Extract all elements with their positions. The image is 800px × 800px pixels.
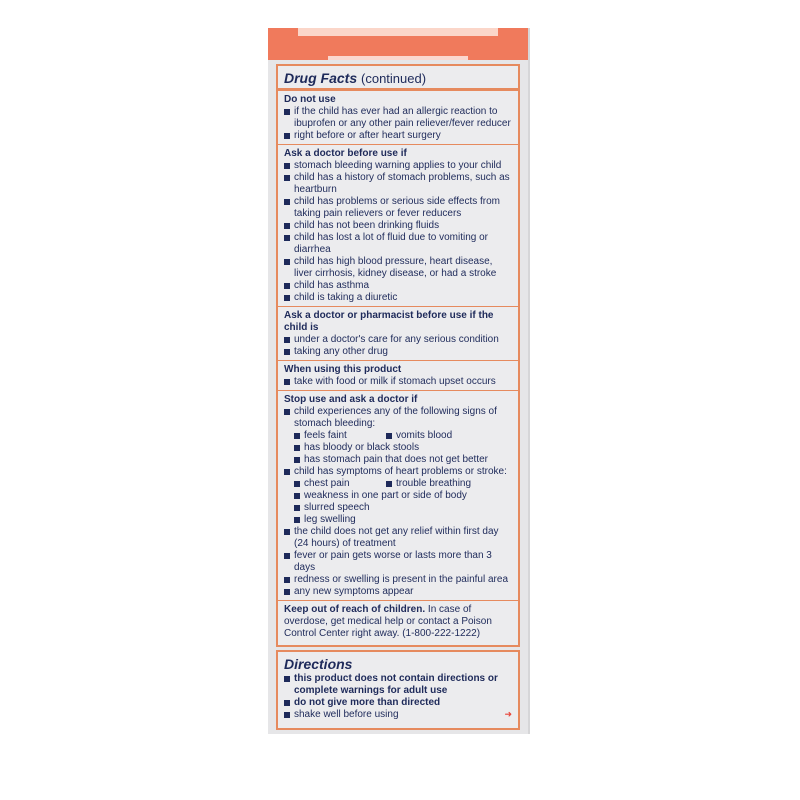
section-heading: Do not use bbox=[284, 94, 336, 105]
list-item: child has high blood pressure, heart disease, liver cirrhosis, kidney disease, or had a stroke bbox=[284, 256, 512, 280]
mirrored-print-strip bbox=[298, 28, 498, 36]
section-heading: Ask a doctor before use if bbox=[284, 148, 407, 159]
ask-pharmacist-section bbox=[278, 306, 518, 360]
section-heading: When using this product bbox=[284, 364, 402, 375]
sub-list-item: slurred speech bbox=[294, 502, 512, 514]
list-item: redness or swelling is present in the painful area bbox=[284, 574, 512, 586]
do-not-use-section bbox=[278, 88, 518, 144]
list-item: under a doctor's care for any serious condition bbox=[284, 334, 512, 346]
list-item: the child does not get any relief within first day (24 hours) of treatment bbox=[284, 526, 512, 550]
stop-use-section bbox=[278, 390, 518, 600]
right-arrow-icon: ➜ bbox=[504, 709, 512, 719]
mirrored-print-strip bbox=[328, 56, 468, 60]
list-item: child has symptoms of heart problems or stroke: bbox=[284, 466, 512, 478]
drug-facts-panel bbox=[276, 64, 520, 647]
directions-title: Directions bbox=[284, 656, 353, 672]
list-item: child has a history of stomach problems, such as heartburn bbox=[284, 172, 512, 196]
list-item: taking any other drug bbox=[284, 346, 512, 358]
ask-doctor-section bbox=[278, 144, 518, 306]
sub-list-item: weakness in one part or side of body bbox=[294, 490, 512, 502]
sub-list-item: leg swelling bbox=[294, 514, 512, 526]
sub-list-item: vomits blood bbox=[386, 430, 452, 442]
sub-item-row bbox=[284, 478, 512, 490]
continued-label: (continued) bbox=[361, 71, 427, 86]
package-top-band bbox=[268, 28, 528, 60]
list-item: child has problems or serious side effects from taking pain relievers or fever reducers bbox=[284, 196, 512, 220]
list-item: any new symptoms appear bbox=[284, 586, 512, 598]
drug-facts-title bbox=[278, 66, 518, 88]
sub-list-item: feels faint bbox=[294, 430, 376, 442]
section-heading: Stop use and ask a doctor if bbox=[284, 394, 418, 405]
list-item: child is taking a diuretic bbox=[284, 292, 512, 304]
sub-list-item: has bloody or black stools bbox=[294, 442, 512, 454]
sub-item-row bbox=[284, 430, 512, 442]
keep-out-section bbox=[278, 600, 518, 642]
list-item: stomach bleeding warning applies to your child bbox=[284, 160, 512, 172]
list-item: take with food or milk if stomach upset occurs bbox=[284, 376, 512, 388]
list-item: child experiences any of the following signs of stomach bleeding: bbox=[284, 406, 512, 430]
keep-out-rest: In case of overdose, get medical help or contact a Poison Control Center right away. (1-800-222-1222) bbox=[284, 604, 492, 639]
directions-panel bbox=[276, 650, 520, 730]
section-heading: Ask a doctor or pharmacist before use if the child is bbox=[284, 310, 494, 333]
list-item: do not give more than directed bbox=[284, 697, 512, 709]
list-item: if the child has ever had an allergic reaction to ibuprofen or any other pain reliever/fever reducer bbox=[284, 106, 512, 130]
when-using-section bbox=[278, 360, 518, 390]
list-item: child has asthma bbox=[284, 280, 512, 292]
list-item: right before or after heart surgery bbox=[284, 130, 512, 142]
list-item: fever or pain gets worse or lasts more than 3 days bbox=[284, 550, 512, 574]
directions-list bbox=[278, 673, 518, 721]
list-item: this product does not contain directions or complete warnings for adult use bbox=[284, 673, 512, 697]
list-item: shake well before using bbox=[284, 709, 512, 721]
sub-list-item: chest pain bbox=[294, 478, 376, 490]
list-item: child has not been drinking fluids bbox=[284, 220, 512, 232]
keep-out-text bbox=[284, 604, 512, 640]
drug-facts-heading: Drug Facts bbox=[284, 70, 358, 86]
keep-out-bold: Keep out of reach of children. bbox=[284, 604, 426, 615]
sub-list-item: has stomach pain that does not get better bbox=[294, 454, 512, 466]
list-item: child has lost a lot of fluid due to vomiting or diarrhea bbox=[284, 232, 512, 256]
sub-list-item: trouble breathing bbox=[386, 478, 471, 490]
